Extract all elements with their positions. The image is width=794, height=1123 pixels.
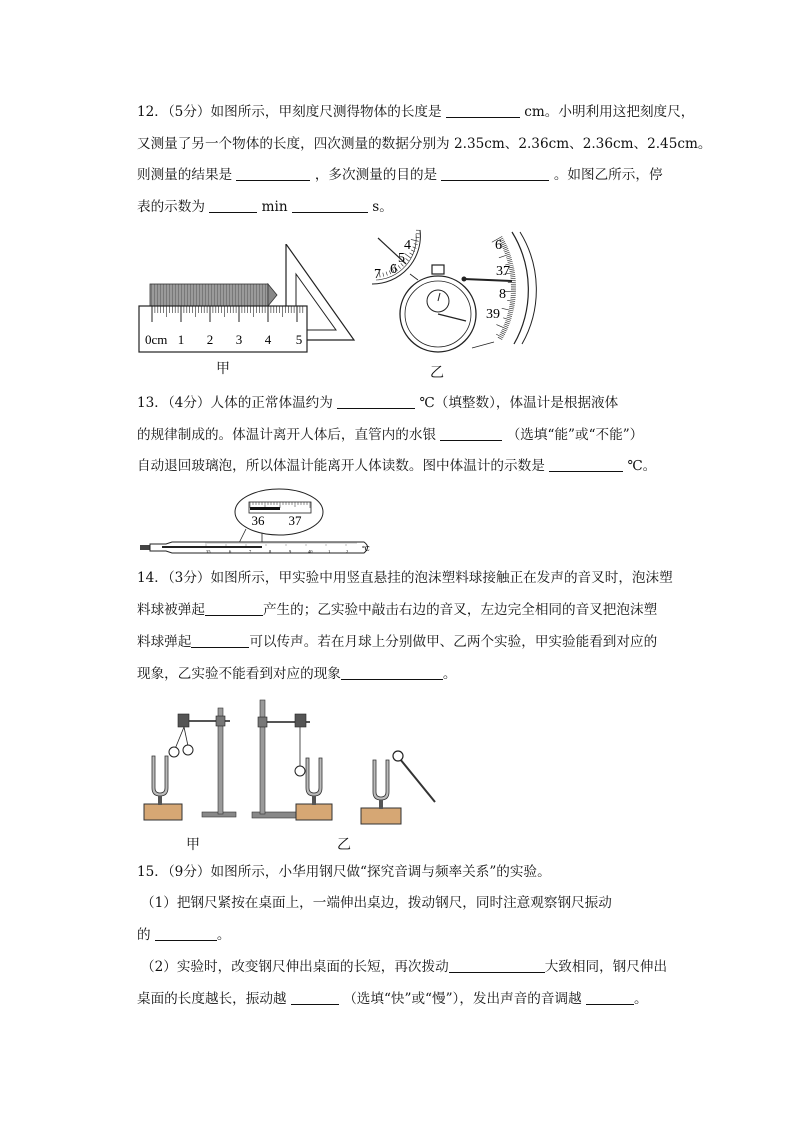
zoom-label: 37 [288, 513, 302, 528]
tick-mark [501, 331, 506, 333]
therm-scale-label: 35 [206, 549, 211, 554]
measured-object [150, 284, 268, 306]
tick-mark [504, 326, 509, 328]
tick-mark [413, 247, 417, 249]
tick-mark [496, 334, 503, 338]
caption-jia-2: 甲 [186, 837, 200, 853]
q14-blank-medium[interactable] [191, 633, 249, 648]
ruler-tick-label: 1 [177, 332, 185, 347]
ruler-tick-label: 5 [295, 332, 303, 347]
q12-blank-min[interactable] [209, 198, 257, 213]
q13-blank-body-temp[interactable] [337, 394, 415, 409]
tick-mark [501, 332, 505, 334]
thermometer-mercury [162, 546, 262, 548]
tick-mark [404, 253, 410, 258]
ruler-tick-label: 2 [206, 332, 214, 347]
tick-mark [508, 313, 513, 314]
q14-line-2: 料球被弹起 产生的；乙实验中敲击右边的音叉，左边完全相同的音叉把泡沫塑 [137, 602, 658, 618]
tick-mark [503, 247, 508, 249]
q14-line-3: 料球弹起 可以传声。若在月球上分别做甲、乙两个实验，甲实验能看到对应的 [137, 634, 658, 650]
q12-blank-result[interactable] [236, 166, 310, 181]
mallet-handle [400, 759, 435, 802]
q14-line-1: 14．（3分）如图所示，甲实验中用竖直悬挂的泡沫塑料球接触正在发声的音叉时，泡沫塑 [137, 570, 673, 586]
tick-mark [500, 334, 504, 336]
q12-blank-length[interactable] [446, 103, 520, 118]
tick-mark [411, 239, 419, 241]
q15-line-3: 的 。 [137, 927, 231, 943]
tick-mark [406, 258, 409, 261]
caption-yi: 乙 [430, 365, 444, 381]
tick-mark [499, 254, 510, 258]
tick-mark [510, 299, 515, 300]
foam-ball [169, 747, 179, 757]
q15-line-2: （1）把钢尺紧按在桌面上，一端伸出桌边，拨动钢尺，同时注意观察钢尺振动 [141, 895, 612, 911]
tick-mark [498, 337, 502, 339]
tick-mark [504, 250, 509, 252]
small-dial-label: 6 [390, 262, 397, 277]
q15-line-4: （2）实验时，改变钢尺伸出桌面的长短，再次拨动 大致相同，钢尺伸出 [141, 959, 668, 975]
tuning-fork [306, 758, 322, 796]
big-dial-label: 8 [499, 287, 506, 302]
foam-ball [295, 766, 305, 776]
stopwatch-figure [362, 228, 542, 358]
tick-mark [510, 275, 515, 276]
q14-blank-reason[interactable] [341, 665, 443, 680]
therm-scale-label: 40 [308, 549, 313, 554]
tick-mark [507, 259, 512, 260]
tick-mark [504, 324, 509, 326]
ruler-tick-label: 3 [235, 332, 243, 347]
tick-mark [510, 271, 515, 272]
thermometer-tip [140, 545, 150, 550]
q12-line-3: 则测量的结果是 ，多次测量的目的是 。如图乙所示，停 [137, 167, 663, 183]
tick-mark [508, 312, 513, 313]
zoom-mercury [250, 507, 280, 510]
therm-scale-label: 6 [229, 549, 232, 554]
q14-line-4: 现象，乙实验不能看到对应的现象 。 [137, 666, 457, 682]
tick-mark [507, 300, 515, 301]
foam-ball [183, 745, 193, 755]
big-dial-label: 39 [486, 307, 500, 322]
setup-jia [144, 708, 236, 820]
tuning-fork-figure [140, 696, 442, 830]
setup-yi [252, 700, 435, 824]
big-dial-pointer [464, 279, 512, 281]
tick-mark [506, 320, 511, 322]
q15-line-5: 桌面的长度越长，振动越 （选填“快”或“慢”），发出声音的音调越 。 [137, 991, 648, 1007]
ruler-tick-label: 4 [264, 332, 272, 347]
tick-mark [383, 273, 384, 277]
tick-mark [510, 276, 515, 277]
q12-line-4: 表的示数为 min s。 [137, 199, 393, 215]
tuning-fork [373, 760, 389, 800]
tick-mark [410, 253, 413, 255]
caption-yi-2: 乙 [337, 837, 351, 853]
tick-mark [502, 329, 507, 331]
therm-scale-label: 9 [289, 549, 292, 554]
small-dial-label: 4 [404, 238, 411, 253]
tick-mark [507, 258, 512, 259]
q12-line-2: 又测量了另一个物体的长度，四次测量的数据分别为 2.35cm、2.36cm、2.36cm、2.45cm。 [137, 136, 712, 152]
therm-scale-label: 1 [328, 549, 331, 554]
tick-mark [508, 261, 513, 262]
q12-blank-sec[interactable] [292, 198, 368, 213]
big-dial-label: 37 [496, 264, 510, 279]
tick-mark [496, 325, 507, 330]
ruler-figure [136, 244, 360, 356]
tick-mark [507, 317, 512, 318]
thermometer-figure [138, 487, 378, 559]
q14-blank-sound-cause[interactable] [205, 601, 263, 616]
tick-mark [386, 272, 387, 276]
tick-mark [510, 303, 515, 304]
tick-mark [509, 306, 514, 307]
big-dial-label: 6 [495, 238, 502, 253]
tick-mark [509, 308, 514, 309]
tick-mark [509, 269, 514, 270]
therm-unit: ℃ [362, 545, 370, 553]
mallet-head [393, 751, 403, 761]
tick-mark [505, 322, 510, 324]
tick-mark [504, 248, 509, 250]
tick-mark [507, 315, 512, 316]
tick-mark [505, 252, 510, 254]
q15-blank-pitch[interactable] [586, 990, 634, 1005]
tick-mark [510, 304, 515, 305]
q13-line-1: 13．（4分）人体的正常体温约为 ℃（填整数），体温计是根据液体 [137, 395, 619, 411]
q15-blank-speed[interactable] [291, 990, 339, 1005]
tick-mark [506, 256, 511, 258]
q13-line-3: 自动退回玻璃泡，所以体温计能离开人体读数。图中体温计的示数是 ℃。 [137, 458, 657, 474]
stopwatch-button [432, 265, 444, 274]
q12-blank-purpose[interactable] [441, 166, 549, 181]
q12-line-1: 12．（5分）如图所示，甲刻度尺测得物体的长度是 cm。小明利用这把刻度尺， [137, 104, 695, 120]
zoom-label: 36 [251, 513, 265, 528]
q15-blank-force[interactable] [449, 958, 545, 973]
tuning-fork [152, 756, 168, 796]
therm-scale-label: 8 [269, 549, 272, 554]
ruler-unit-label: 0cm [145, 332, 168, 347]
q15-blank-observe[interactable] [155, 926, 217, 941]
tick-mark [501, 243, 506, 245]
q13-blank-can-return[interactable] [440, 426, 502, 441]
caption-jia: 甲 [216, 361, 230, 377]
q15-line-1: 15．（9分）如图所示，小华用钢尺做“探究音调与频率关系”的实验。 [137, 864, 551, 880]
therm-scale-label: 7 [249, 549, 252, 554]
q13-line-2: 的规律制成的。体温计离开人体后，直管内的水银 （选填“能”或“不能”） [137, 427, 644, 443]
small-dial-label: 7 [374, 267, 381, 282]
small-dial-label: 5 [398, 251, 405, 266]
therm-scale-label: 2 [346, 549, 349, 554]
q13-blank-reading[interactable] [549, 457, 623, 472]
